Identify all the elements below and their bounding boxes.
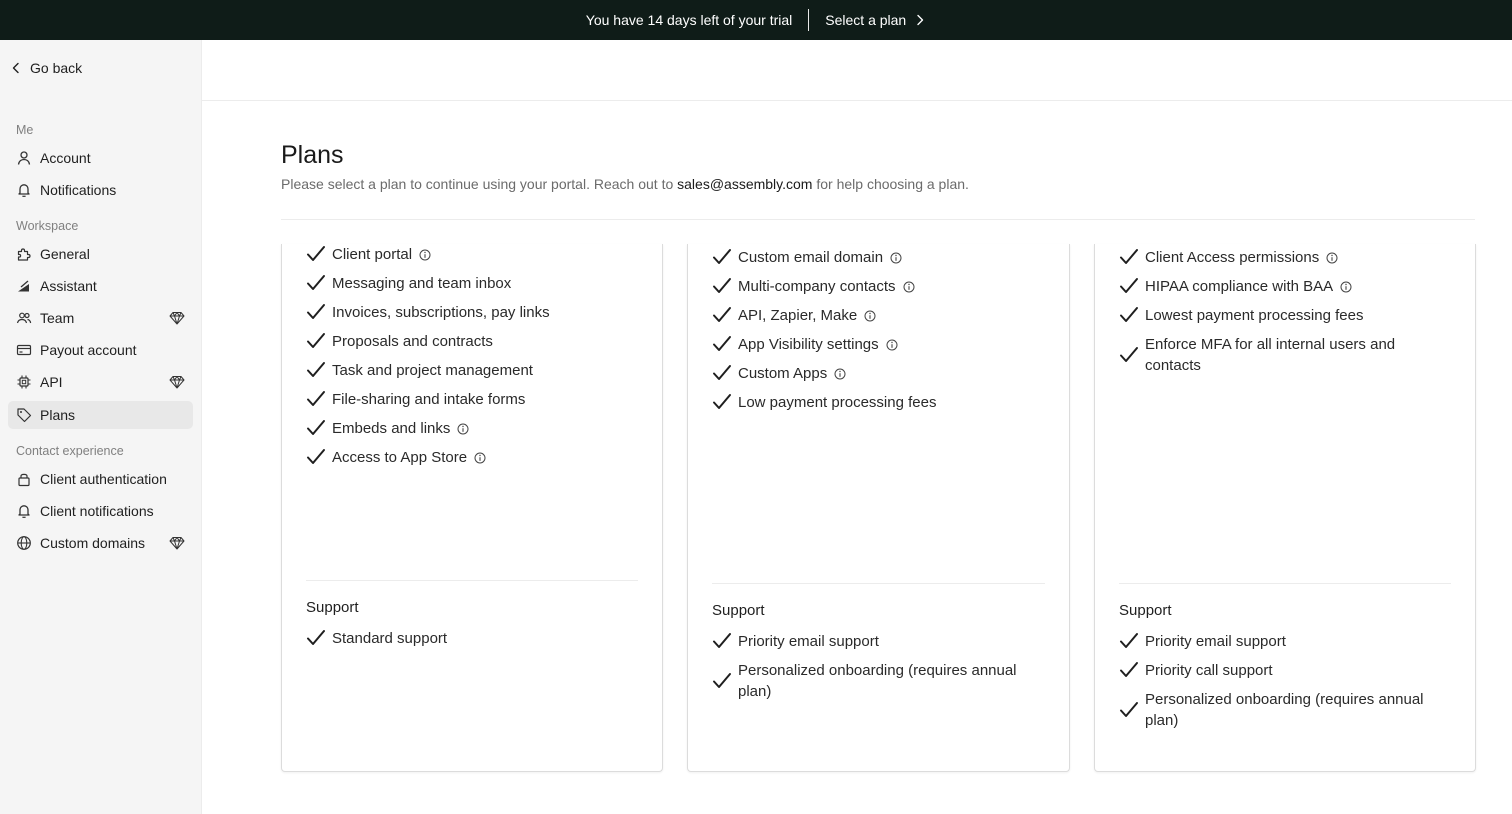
support-label: Standard support [332, 630, 448, 647]
feature-item [712, 392, 936, 413]
checkmark-icon [1119, 247, 1139, 267]
support-item [306, 628, 447, 649]
subtitle-text-post: for help choosing a plan. [816, 176, 969, 192]
support-heading: Support [1119, 602, 1172, 619]
sidebar-item-label: Account [40, 150, 91, 166]
checkmark-icon [712, 276, 732, 296]
support-label: Priority email support [738, 633, 879, 650]
checkmark-icon [306, 331, 326, 351]
info-icon[interactable] [886, 339, 898, 351]
support-item [712, 631, 879, 652]
feature-label: Client Access permissions [1145, 249, 1320, 266]
lock-icon [16, 471, 32, 487]
support-heading: Support [306, 599, 359, 616]
feature-item [1119, 276, 1352, 297]
info-icon[interactable] [457, 423, 469, 435]
info-icon[interactable] [903, 281, 915, 293]
support-label: Priority call support [1145, 662, 1273, 679]
bell-icon [16, 503, 32, 519]
checkmark-icon [712, 631, 732, 651]
go-back-button[interactable] [8, 56, 82, 80]
feature-label: Messaging and team inbox [332, 275, 512, 292]
feature-label: Custom Apps [738, 365, 828, 382]
plan-card-3 [1094, 244, 1476, 772]
feature-item [306, 331, 493, 352]
checkmark-icon [712, 671, 732, 691]
support-label: Personalized onboarding (requires annual plan) [738, 662, 1017, 700]
feature-label: App Visibility settings [738, 336, 879, 353]
feature-item [1119, 305, 1363, 326]
support-divider [306, 580, 638, 581]
info-icon[interactable] [1340, 281, 1352, 293]
assistant-icon [16, 278, 32, 294]
sidebar-item-label: Team [40, 310, 75, 326]
feature-label: Multi-company contacts [738, 278, 896, 295]
sidebar-item-client-notifications[interactable] [8, 497, 193, 525]
chip-icon [16, 374, 32, 390]
plan-card-1 [281, 244, 663, 772]
diamond-icon [169, 535, 185, 551]
subtitle-text-pre: Please select a plan to continue using your portal. Reach out to [281, 176, 674, 192]
sidebar-item-label: Plans [40, 407, 76, 423]
feature-label: Access to App Store [332, 449, 468, 466]
support-item [1119, 660, 1273, 681]
checkmark-icon [1119, 305, 1139, 325]
checkmark-icon [712, 305, 732, 325]
info-icon[interactable] [864, 310, 876, 322]
sidebar-item-label: Notifications [40, 182, 117, 198]
settings-sidebar [0, 40, 202, 814]
feature-item [306, 447, 486, 468]
support-item [1119, 631, 1286, 652]
feature-item [712, 305, 876, 326]
feature-item [712, 276, 915, 297]
support-item [1119, 689, 1439, 731]
feature-label: Custom email domain [738, 249, 884, 266]
info-icon[interactable] [1326, 252, 1338, 264]
puzzle-icon [16, 246, 32, 262]
sidebar-item-general[interactable] [8, 240, 193, 268]
sidebar-item-label: Client authentication [40, 471, 167, 487]
sidebar-item-label: Assistant [40, 278, 97, 294]
page-title: Plans [281, 141, 344, 169]
sidebar-item-assistant[interactable] [8, 272, 193, 300]
support-item [712, 660, 1032, 702]
team-icon [16, 310, 32, 326]
select-plan-link[interactable] [825, 12, 926, 28]
checkmark-icon [306, 302, 326, 322]
sidebar-item-notifications[interactable] [8, 176, 193, 204]
feature-item [1119, 247, 1338, 268]
support-heading: Support [712, 602, 765, 619]
sidebar-item-label: Payout account [40, 342, 137, 358]
credit-card-icon [16, 342, 32, 358]
checkmark-icon [306, 244, 326, 264]
feature-item [712, 334, 898, 355]
diamond-icon [169, 310, 185, 326]
go-back-label: Go back [30, 60, 83, 76]
feature-item [712, 363, 846, 384]
checkmark-icon [1119, 345, 1139, 365]
info-icon[interactable] [890, 252, 902, 264]
sidebar-item-custom-domains[interactable] [8, 529, 193, 557]
bell-icon [16, 182, 32, 198]
checkmark-icon [712, 334, 732, 354]
chevron-right-icon [914, 14, 926, 26]
feature-item [306, 360, 533, 381]
support-label: Personalized onboarding (requires annual plan) [1145, 691, 1424, 729]
sidebar-item-label: General [40, 246, 90, 262]
info-icon[interactable] [474, 452, 486, 464]
support-divider [1119, 583, 1451, 584]
feature-label: Low payment processing fees [738, 394, 937, 411]
globe-icon [16, 535, 32, 551]
feature-item [306, 302, 550, 323]
sidebar-item-client-authentication[interactable] [8, 465, 193, 493]
checkmark-icon [1119, 660, 1139, 680]
checkmark-icon [1119, 276, 1139, 296]
info-icon[interactable] [834, 368, 846, 380]
checkmark-icon [306, 418, 326, 438]
trial-banner [0, 0, 1512, 40]
feature-label: Task and project management [332, 362, 533, 379]
feature-item [306, 418, 469, 439]
banner-divider [808, 9, 809, 31]
feature-label: API, Zapier, Make [738, 307, 858, 324]
section-label-me: Me [16, 123, 34, 137]
checkmark-icon [712, 363, 732, 383]
section-label-contact-experience: Contact experience [16, 444, 124, 458]
checkmark-icon [1119, 631, 1139, 651]
page-subtitle [281, 176, 969, 192]
feature-item [712, 247, 902, 268]
sales-email-link[interactable]: sales@assembly.com [677, 176, 813, 192]
user-icon [16, 150, 32, 166]
feature-item [306, 244, 431, 265]
feature-item [1119, 334, 1439, 376]
feature-label: Embeds and links [332, 420, 451, 437]
checkmark-icon [712, 392, 732, 412]
feature-item [306, 273, 511, 294]
sidebar-item-label: Client notifications [40, 503, 154, 519]
top-bar [202, 40, 1512, 101]
info-icon[interactable] [419, 249, 431, 261]
plan-card-2 [687, 244, 1070, 772]
support-label: Priority email support [1145, 633, 1286, 650]
feature-label: Proposals and contracts [332, 333, 493, 350]
header-divider [281, 219, 1475, 220]
feature-label: Lowest payment processing fees [1145, 307, 1364, 324]
checkmark-icon [306, 360, 326, 380]
sidebar-item-account[interactable] [8, 144, 193, 172]
trial-text: You have 14 days left of your trial [585, 12, 793, 28]
support-divider [712, 583, 1045, 584]
select-plan-label: Select a plan [825, 12, 907, 28]
sidebar-item-label: API [40, 374, 63, 390]
chevron-left-icon [10, 62, 22, 74]
sidebar-item-label: Custom domains [40, 535, 146, 551]
feature-label: HIPAA compliance with BAA [1145, 278, 1334, 295]
checkmark-icon [306, 389, 326, 409]
sidebar-item-api[interactable] [8, 368, 193, 396]
sidebar-item-team[interactable] [8, 304, 193, 332]
checkmark-icon [306, 628, 326, 648]
checkmark-icon [712, 247, 732, 267]
feature-label: Client portal [332, 246, 413, 263]
sidebar-item-payout-account[interactable] [8, 336, 193, 364]
sidebar-item-plans[interactable] [8, 401, 193, 429]
feature-label: File-sharing and intake forms [332, 391, 526, 408]
section-label-workspace: Workspace [16, 219, 79, 233]
checkmark-icon [306, 273, 326, 293]
diamond-icon [169, 374, 185, 390]
feature-label: Invoices, subscriptions, pay links [332, 304, 550, 321]
feature-item [306, 389, 525, 410]
tag-icon [16, 407, 32, 423]
feature-label: Enforce MFA for all internal users and contacts [1145, 336, 1396, 374]
checkmark-icon [306, 447, 326, 467]
checkmark-icon [1119, 700, 1139, 720]
